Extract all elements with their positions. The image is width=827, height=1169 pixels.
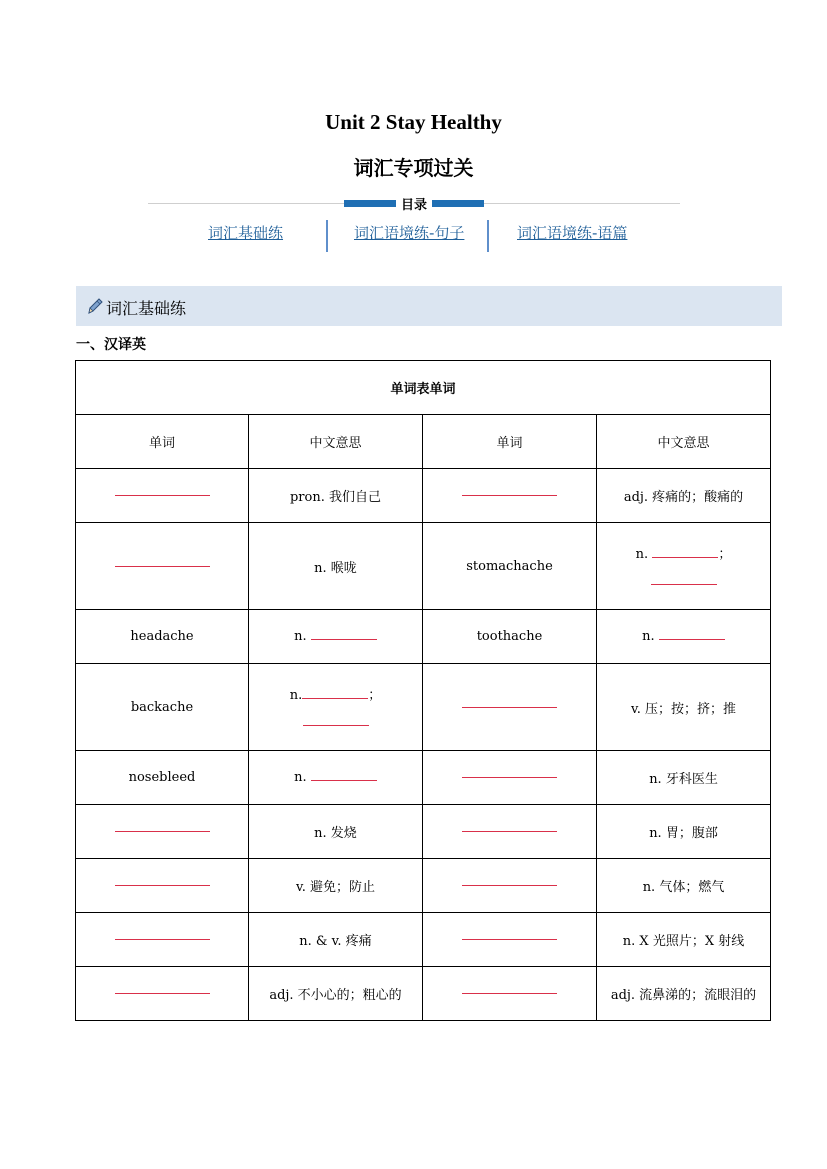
meaning-cell[interactable] xyxy=(249,610,423,664)
answer-blank[interactable] xyxy=(651,584,717,585)
word-cell[interactable] xyxy=(76,913,249,967)
toc-accent-bar-right xyxy=(432,200,484,207)
word-cell[interactable] xyxy=(76,805,249,859)
toc-link-passage[interactable]: 词汇语境练-语篇 xyxy=(517,224,628,242)
meaning-cell: v. 避免；防止 xyxy=(249,859,423,913)
header-word: 单词 xyxy=(423,415,597,469)
toc-accent-bar-left xyxy=(344,200,396,207)
answer-blank[interactable] xyxy=(462,831,557,832)
answer-blank[interactable] xyxy=(115,993,210,994)
pos-label: n. xyxy=(635,547,649,562)
pos-label: n. xyxy=(289,688,303,703)
meaning-cell: n. 胃；腹部 xyxy=(597,805,771,859)
word-cell: nosebleed xyxy=(76,751,249,805)
word-cell: headache xyxy=(76,610,249,664)
word-cell[interactable] xyxy=(423,913,597,967)
header-meaning: 中文意思 xyxy=(249,415,423,469)
table-of-contents xyxy=(190,222,660,254)
answer-blank[interactable] xyxy=(115,831,210,832)
meaning-cell[interactable] xyxy=(597,610,771,664)
answer-blank[interactable] xyxy=(462,939,557,940)
vocabulary-table xyxy=(75,360,771,1021)
meaning-cell[interactable] xyxy=(249,751,423,805)
table-row xyxy=(76,751,771,805)
table-header-row xyxy=(76,415,771,469)
word-cell[interactable] xyxy=(423,805,597,859)
word-cell[interactable] xyxy=(423,967,597,1021)
table-row xyxy=(76,805,771,859)
word-cell: toothache xyxy=(423,610,597,664)
toc-separator xyxy=(326,220,328,252)
pos-label: n. xyxy=(294,629,307,644)
answer-blank[interactable] xyxy=(462,495,557,496)
word-cell: backache xyxy=(76,664,249,751)
part-heading: 一、汉译英 xyxy=(76,337,146,353)
word-cell[interactable] xyxy=(76,859,249,913)
header-word: 单词 xyxy=(76,415,249,469)
word-cell[interactable] xyxy=(423,664,597,751)
word-cell[interactable] xyxy=(423,859,597,913)
table-row xyxy=(76,967,771,1021)
meaning-cell: adj. 疼痛的；酸痛的 xyxy=(597,469,771,523)
answer-blank[interactable] xyxy=(311,639,377,640)
answer-blank[interactable] xyxy=(303,725,369,726)
meaning-cell: n. 喉咙 xyxy=(249,523,423,610)
separator: ； xyxy=(368,688,382,703)
section-header xyxy=(76,286,782,326)
meaning-cell: n. 气体；燃气 xyxy=(597,859,771,913)
document-subtitle: 词汇专项过关 xyxy=(353,156,474,180)
meaning-cell[interactable] xyxy=(597,523,771,610)
toc-link-basic[interactable]: 词汇基础练 xyxy=(208,224,284,242)
word-cell[interactable] xyxy=(76,523,249,610)
separator: ； xyxy=(718,547,732,562)
word-cell[interactable] xyxy=(423,469,597,523)
answer-blank[interactable] xyxy=(462,885,557,886)
answer-blank[interactable] xyxy=(652,557,718,558)
pos-label: n. xyxy=(294,770,307,785)
table-row xyxy=(76,523,771,610)
toc-link-sentence[interactable]: 词汇语境练-句子 xyxy=(354,224,465,242)
header-meaning: 中文意思 xyxy=(597,415,771,469)
answer-blank[interactable] xyxy=(311,780,377,781)
meaning-cell: n. X 光照片；X 射线 xyxy=(597,913,771,967)
word-cell[interactable] xyxy=(423,751,597,805)
document-title: Unit 2 Stay Healthy xyxy=(325,110,502,134)
pencil-icon xyxy=(86,296,104,316)
meaning-cell: n. 发烧 xyxy=(249,805,423,859)
word-cell[interactable] xyxy=(76,967,249,1021)
table-row xyxy=(76,664,771,751)
toc-separator xyxy=(487,220,489,252)
toc-label: 目录 xyxy=(396,194,432,213)
answer-blank[interactable] xyxy=(462,777,557,778)
table-row xyxy=(76,610,771,664)
table-row xyxy=(76,859,771,913)
answer-blank[interactable] xyxy=(115,495,210,496)
meaning-cell[interactable] xyxy=(249,664,423,751)
table-row xyxy=(76,913,771,967)
answer-blank[interactable] xyxy=(462,707,557,708)
answer-blank[interactable] xyxy=(302,698,368,699)
meaning-cell: adj. 流鼻涕的；流眼泪的 xyxy=(597,967,771,1021)
table-caption: 单词表单词 xyxy=(76,361,771,415)
meaning-cell: n. & v. 疼痛 xyxy=(249,913,423,967)
answer-blank[interactable] xyxy=(659,639,725,640)
table-caption-row xyxy=(76,361,771,415)
answer-blank[interactable] xyxy=(462,993,557,994)
answer-blank[interactable] xyxy=(115,566,210,567)
answer-blank[interactable] xyxy=(115,885,210,886)
meaning-cell: pron. 我们自己 xyxy=(249,469,423,523)
answer-blank[interactable] xyxy=(115,939,210,940)
section-title: 词汇基础练 xyxy=(106,299,187,318)
meaning-cell: v. 压；按；挤；推 xyxy=(597,664,771,751)
pos-label: n. xyxy=(642,629,655,644)
meaning-cell: adj. 不小心的；粗心的 xyxy=(249,967,423,1021)
word-cell[interactable] xyxy=(76,469,249,523)
word-cell: stomachache xyxy=(423,523,597,610)
meaning-cell: n. 牙科医生 xyxy=(597,751,771,805)
table-row xyxy=(76,469,771,523)
